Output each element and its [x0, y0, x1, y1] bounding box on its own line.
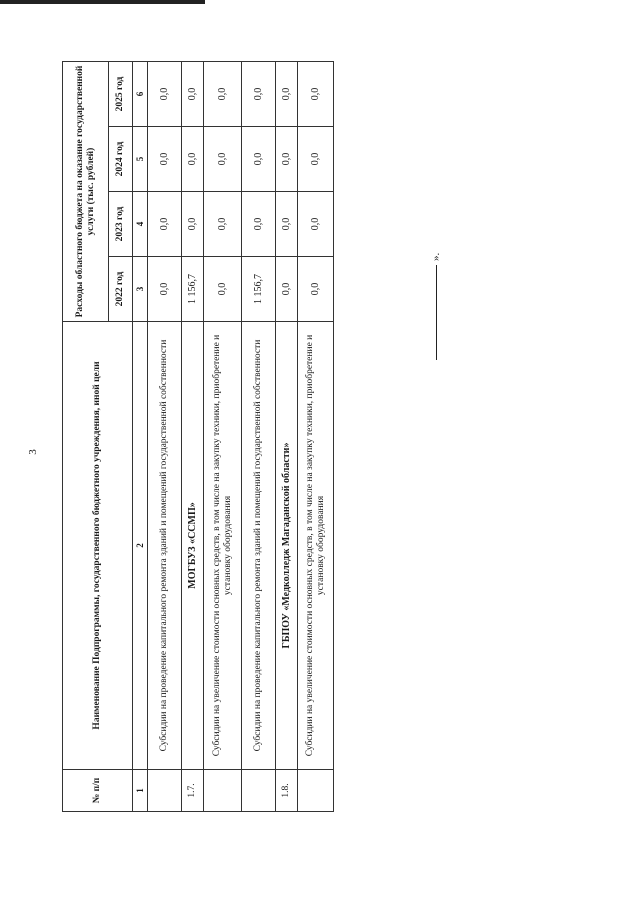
row-name: Субсидии на увеличение стоимости основных средств, в том числе на закупку техники, приобретение и установку оборудования [204, 322, 242, 770]
header-year: 2025 год [109, 62, 133, 127]
table-row [242, 62, 276, 812]
table-row [276, 62, 298, 812]
row-num: 1.8. [276, 770, 298, 812]
rotated-table-container [62, 62, 332, 812]
row-value: 0,0 [148, 62, 182, 127]
row-value: 0,0 [242, 62, 276, 127]
row-value: 0,0 [148, 257, 182, 322]
row-value: 0,0 [148, 192, 182, 257]
index-cell: 6 [133, 62, 148, 127]
row-value: 0,0 [204, 62, 242, 127]
closing-mark: ». [430, 252, 442, 261]
row-value: 1 156,7 [242, 257, 276, 322]
row-value: 0,0 [148, 127, 182, 192]
expenses-table [62, 61, 334, 812]
row-num: 1.7. [182, 770, 204, 812]
row-value: 0,0 [298, 192, 334, 257]
row-name: Субсидии на проведение капитального ремонта зданий и помещений государственной собственности [148, 322, 182, 770]
row-value: 0,0 [182, 192, 204, 257]
row-value: 0,0 [298, 257, 334, 322]
row-name: ГБПОУ «Медколледж Магаданской области» [276, 322, 298, 770]
table-row [148, 62, 182, 812]
row-value: 0,0 [182, 127, 204, 192]
row-num [204, 770, 242, 812]
index-cell: 4 [133, 192, 148, 257]
table-row [204, 62, 242, 812]
closing-line [430, 240, 442, 360]
header-name: Наименование Подпрограммы, государственного бюджетного учреждения, иной цели [63, 322, 133, 770]
row-value: 0,0 [204, 192, 242, 257]
row-value: 0,0 [298, 127, 334, 192]
row-value: 0,0 [242, 127, 276, 192]
page-number: 3 [26, 449, 39, 455]
row-num [242, 770, 276, 812]
index-cell: 5 [133, 127, 148, 192]
index-cell: 3 [133, 257, 148, 322]
index-cell: 1 [133, 770, 148, 812]
row-value: 0,0 [204, 127, 242, 192]
header-year: 2022 год [109, 257, 133, 322]
header-num: № п/п [63, 770, 133, 812]
closing-rule [436, 265, 437, 360]
row-value: 0,0 [182, 62, 204, 127]
row-value: 0,0 [298, 62, 334, 127]
row-value: 0,0 [276, 127, 298, 192]
top-rule [0, 0, 205, 4]
row-num [148, 770, 182, 812]
row-value: 0,0 [276, 62, 298, 127]
row-value: 1 156,7 [182, 257, 204, 322]
table-row [182, 62, 204, 812]
row-name: Субсидии на увеличение стоимости основных средств, в том числе на закупку техники, приобретение и установку оборудования [298, 322, 334, 770]
row-num [298, 770, 334, 812]
row-name: Субсидии на проведение капитального ремонта зданий и помещений государственной собственности [242, 322, 276, 770]
index-cell: 2 [133, 322, 148, 770]
header-year: 2024 год [109, 127, 133, 192]
header-year: 2023 год [109, 192, 133, 257]
row-value: 0,0 [276, 192, 298, 257]
row-value: 0,0 [204, 257, 242, 322]
header-expenses: Расходы областного бюджета на оказание государственной услуги (тыс. рублей) [63, 62, 109, 322]
table-row [298, 62, 334, 812]
row-value: 0,0 [276, 257, 298, 322]
row-name: МОГБУЗ «ССМП» [182, 322, 204, 770]
row-value: 0,0 [242, 192, 276, 257]
